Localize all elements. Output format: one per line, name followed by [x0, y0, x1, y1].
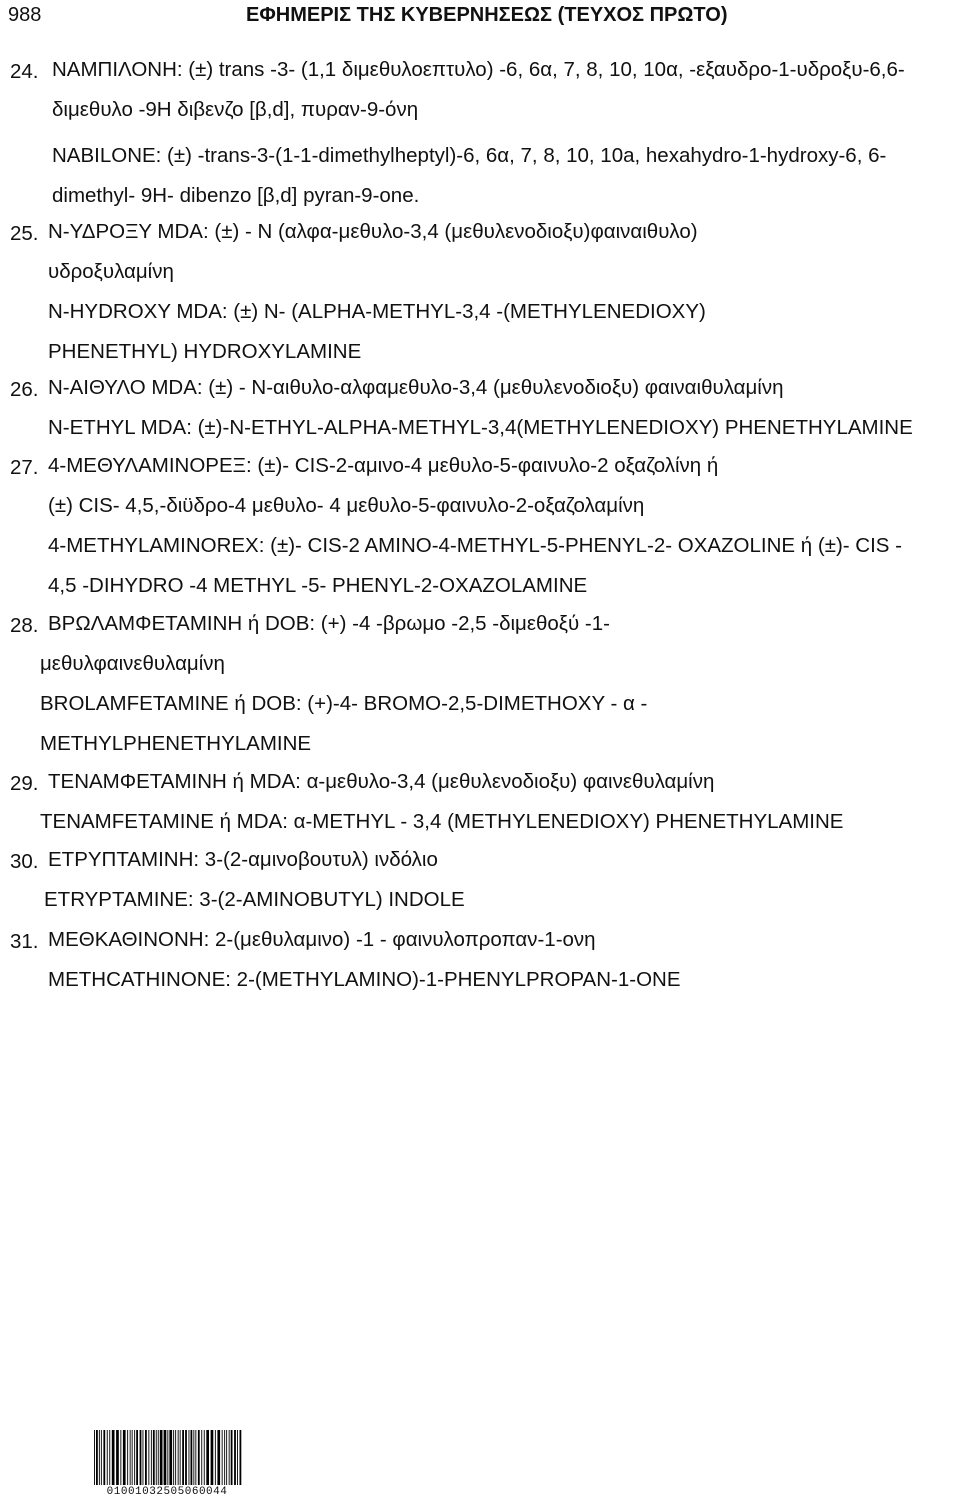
barcode-bar — [94, 1430, 95, 1485]
entry-line: υδροξυλαμίνη — [48, 260, 174, 283]
entry-line: ΝΑΜΠΙΛΟΝΗ: (±) trans -3- (1,1 διμεθυλοεπτυλο) -6, 6α, 7, 8, 10, 10α, -εξαυδρο-1-υδροξυ-6,6- — [52, 58, 905, 81]
entry-line: ΜΕΘΚΑΘΙΝΟΝΗ: 2-(μεθυλαμινο) -1 - φαινυλοπροπαν-1-ονη — [48, 928, 596, 951]
entry-line: (±) CIS- 4,5,-διϋδρο-4 μεθυλο- 4 μεθυλο-5-φαινυλο-2-οξαζολαμίνη — [48, 494, 645, 517]
barcode-bar — [109, 1430, 110, 1485]
barcode-bar — [173, 1430, 174, 1485]
barcode-bar — [151, 1430, 152, 1485]
entry-line: Ν-ΥΔΡΟΞΥ MDA: (±) - Ν (αλφα-μεθυλο-3,4 (μεθυλενοδιοξυ)φαιναιθυλο) — [48, 220, 698, 243]
barcode-bar — [96, 1430, 98, 1485]
barcode-bar — [217, 1430, 220, 1485]
page-number: 988 — [8, 4, 42, 26]
entry-line: TENAMFETAMINE ή MDA: α-METHYL - 3,4 (METHYLENEDIOXY) PHENETHYLAMINE — [40, 810, 844, 833]
barcode-bar — [191, 1430, 193, 1485]
entry-line: διμεθυλο -9H διβενζο [β,d], πυραν-9-όνη — [52, 98, 419, 121]
barcode-bar — [215, 1430, 216, 1485]
entry-line: 4-METHYLAMINOREX: (±)- CIS-2 AMINO-4-METHYL-5-PHENYL-2- OXAZOLINE ή (±)- CIS - — [48, 534, 902, 557]
barcode-bar — [156, 1430, 157, 1485]
entry-number: 27. — [10, 456, 39, 479]
barcode-bar — [134, 1430, 135, 1485]
barcode-bar — [123, 1430, 126, 1485]
barcode-bar — [201, 1430, 202, 1485]
entry-line: BROLAMFETAMINE ή DOB: (+)-4- BROMO-2,5-DIMETHOXY - α - — [40, 692, 648, 715]
barcode-bar — [164, 1430, 167, 1485]
barcode-bar — [193, 1430, 194, 1485]
barcode-bar — [206, 1430, 209, 1485]
barcode-bar — [185, 1430, 187, 1485]
barcode-bar — [198, 1430, 200, 1485]
entry-line: dimethyl- 9H- dibenzo [β,d] pyran-9-one. — [52, 184, 420, 207]
barcode-bar — [99, 1430, 100, 1485]
entry-line: METHCATHINONE: 2-(METHYLAMINO)-1-PHENYLPROPAN-1-ONE — [48, 968, 681, 991]
barcode-bar — [107, 1430, 108, 1485]
entry-line: Ν-ΑΙΘΥΛΟ MDA: (±) - Ν-αιθυλο-αλφαμεθυλο-3,4 (μεθυλενοδιοξυ) φαιναιθυλαμίνη — [48, 376, 784, 399]
barcode-bar — [101, 1430, 102, 1485]
barcode-bar — [189, 1430, 190, 1485]
entry-line: 4,5 -DIHYDRO -4 METHYL -5- PHENYL-2-OXAZOLAMINE — [48, 574, 588, 597]
barcode-bar — [240, 1430, 242, 1485]
barcode-bar — [127, 1430, 128, 1485]
barcode-bar — [182, 1430, 184, 1485]
barcode-bar — [234, 1430, 236, 1485]
barcode-bar — [116, 1430, 119, 1485]
gazette-title: ΕΦΗΜΕΡΙΣ ΤΗΣ ΚΥΒΕΡΝΗΣΕΩΣ (ΤΕΥΧΟΣ ΠΡΩΤΟ) — [246, 4, 728, 26]
barcode-bar — [145, 1430, 147, 1485]
barcode-bar — [211, 1430, 214, 1485]
barcode-bar — [167, 1430, 168, 1485]
barcode-digits: 01001032505060044 — [106, 1486, 228, 1498]
entry-number: 31. — [10, 930, 39, 953]
barcode-bar — [180, 1430, 181, 1485]
barcode-bar — [153, 1430, 155, 1485]
barcode-bar — [143, 1430, 144, 1485]
barcode-bar — [178, 1430, 179, 1485]
barcode-bar — [158, 1430, 159, 1485]
entry-number: 30. — [10, 850, 39, 873]
entry-line: ΒΡΩΛΑΜΦΕΤΑΜΙΝΗ ή DOB: (+) -4 -βρωμο -2,5 -διμεθοξύ -1- — [48, 612, 610, 635]
barcode-bar — [224, 1430, 225, 1485]
entry-line: N-HYDROXY MDA: (±) N- (ALPHA-METHYL-3,4 -(METHYLENEDIOXY) — [48, 300, 706, 323]
barcode-bar — [140, 1430, 142, 1485]
barcode — [92, 1430, 242, 1485]
barcode-bar — [222, 1430, 223, 1485]
entry-line: ΤΕΝΑΜΦΕΤΑΜΙΝΗ ή MDA: α-μεθυλο-3,4 (μεθυλενοδιοξυ) φαινεθυλαμίνη — [48, 770, 715, 793]
entry-line: ETRYPTAMINE: 3-(2-AMINOBUTYL) INDOLE — [44, 888, 465, 911]
barcode-bar — [130, 1430, 131, 1485]
barcode-bar — [103, 1430, 105, 1485]
barcode-bar — [195, 1430, 196, 1485]
entry-line: METHYLPHENETHYLAMINE — [40, 732, 312, 755]
entry-number: 25. — [10, 222, 39, 245]
barcode-bar — [204, 1430, 205, 1485]
barcode-bar — [160, 1430, 163, 1485]
barcode-bar — [169, 1430, 172, 1485]
barcode-bar — [175, 1430, 176, 1485]
barcode-bar — [132, 1430, 133, 1485]
barcode-bar — [136, 1430, 138, 1485]
barcode-bar — [237, 1430, 238, 1485]
barcode-bar — [148, 1430, 149, 1485]
barcode-bar — [229, 1430, 230, 1485]
entry-line: ΕΤΡΥΠΤΑΜΙΝΗ: 3-(2-αμινοβουτυλ) ινδόλιο — [48, 848, 438, 871]
entry-number: 29. — [10, 772, 39, 795]
entry-line: 4-ΜΕΘΥΛΑΜΙΝΟΡΕΞ: (±)- CIS-2-αμινο-4 μεθυλο-5-φαινυλο-2 οξαζολίνη ή — [48, 454, 719, 477]
barcode-bar — [226, 1430, 227, 1485]
barcode-bar — [120, 1430, 121, 1485]
entry-number: 24. — [10, 60, 39, 83]
entry-line: N-ETHYL MDA: (±)-N-ETHYL-ALPHA-METHYL-3,4(METHYLENEDIOXY) PHENETHYLAMINE — [48, 416, 913, 439]
entry-line: μεθυλφαινεθυλαμίνη — [40, 652, 225, 675]
entry-number: 28. — [10, 614, 39, 637]
entry-number: 26. — [10, 378, 39, 401]
barcode-bar — [112, 1430, 115, 1485]
entry-line: PHENETHYL) HYDROXYLAMINE — [48, 340, 362, 363]
entry-line: NABILONE: (±) -trans-3-(1-1-dimethylheptyl)-6, 6α, 7, 8, 10, 10a, hexahydro-1-hydroxy-6, 6- — [52, 144, 887, 167]
barcode-bar — [231, 1430, 233, 1485]
